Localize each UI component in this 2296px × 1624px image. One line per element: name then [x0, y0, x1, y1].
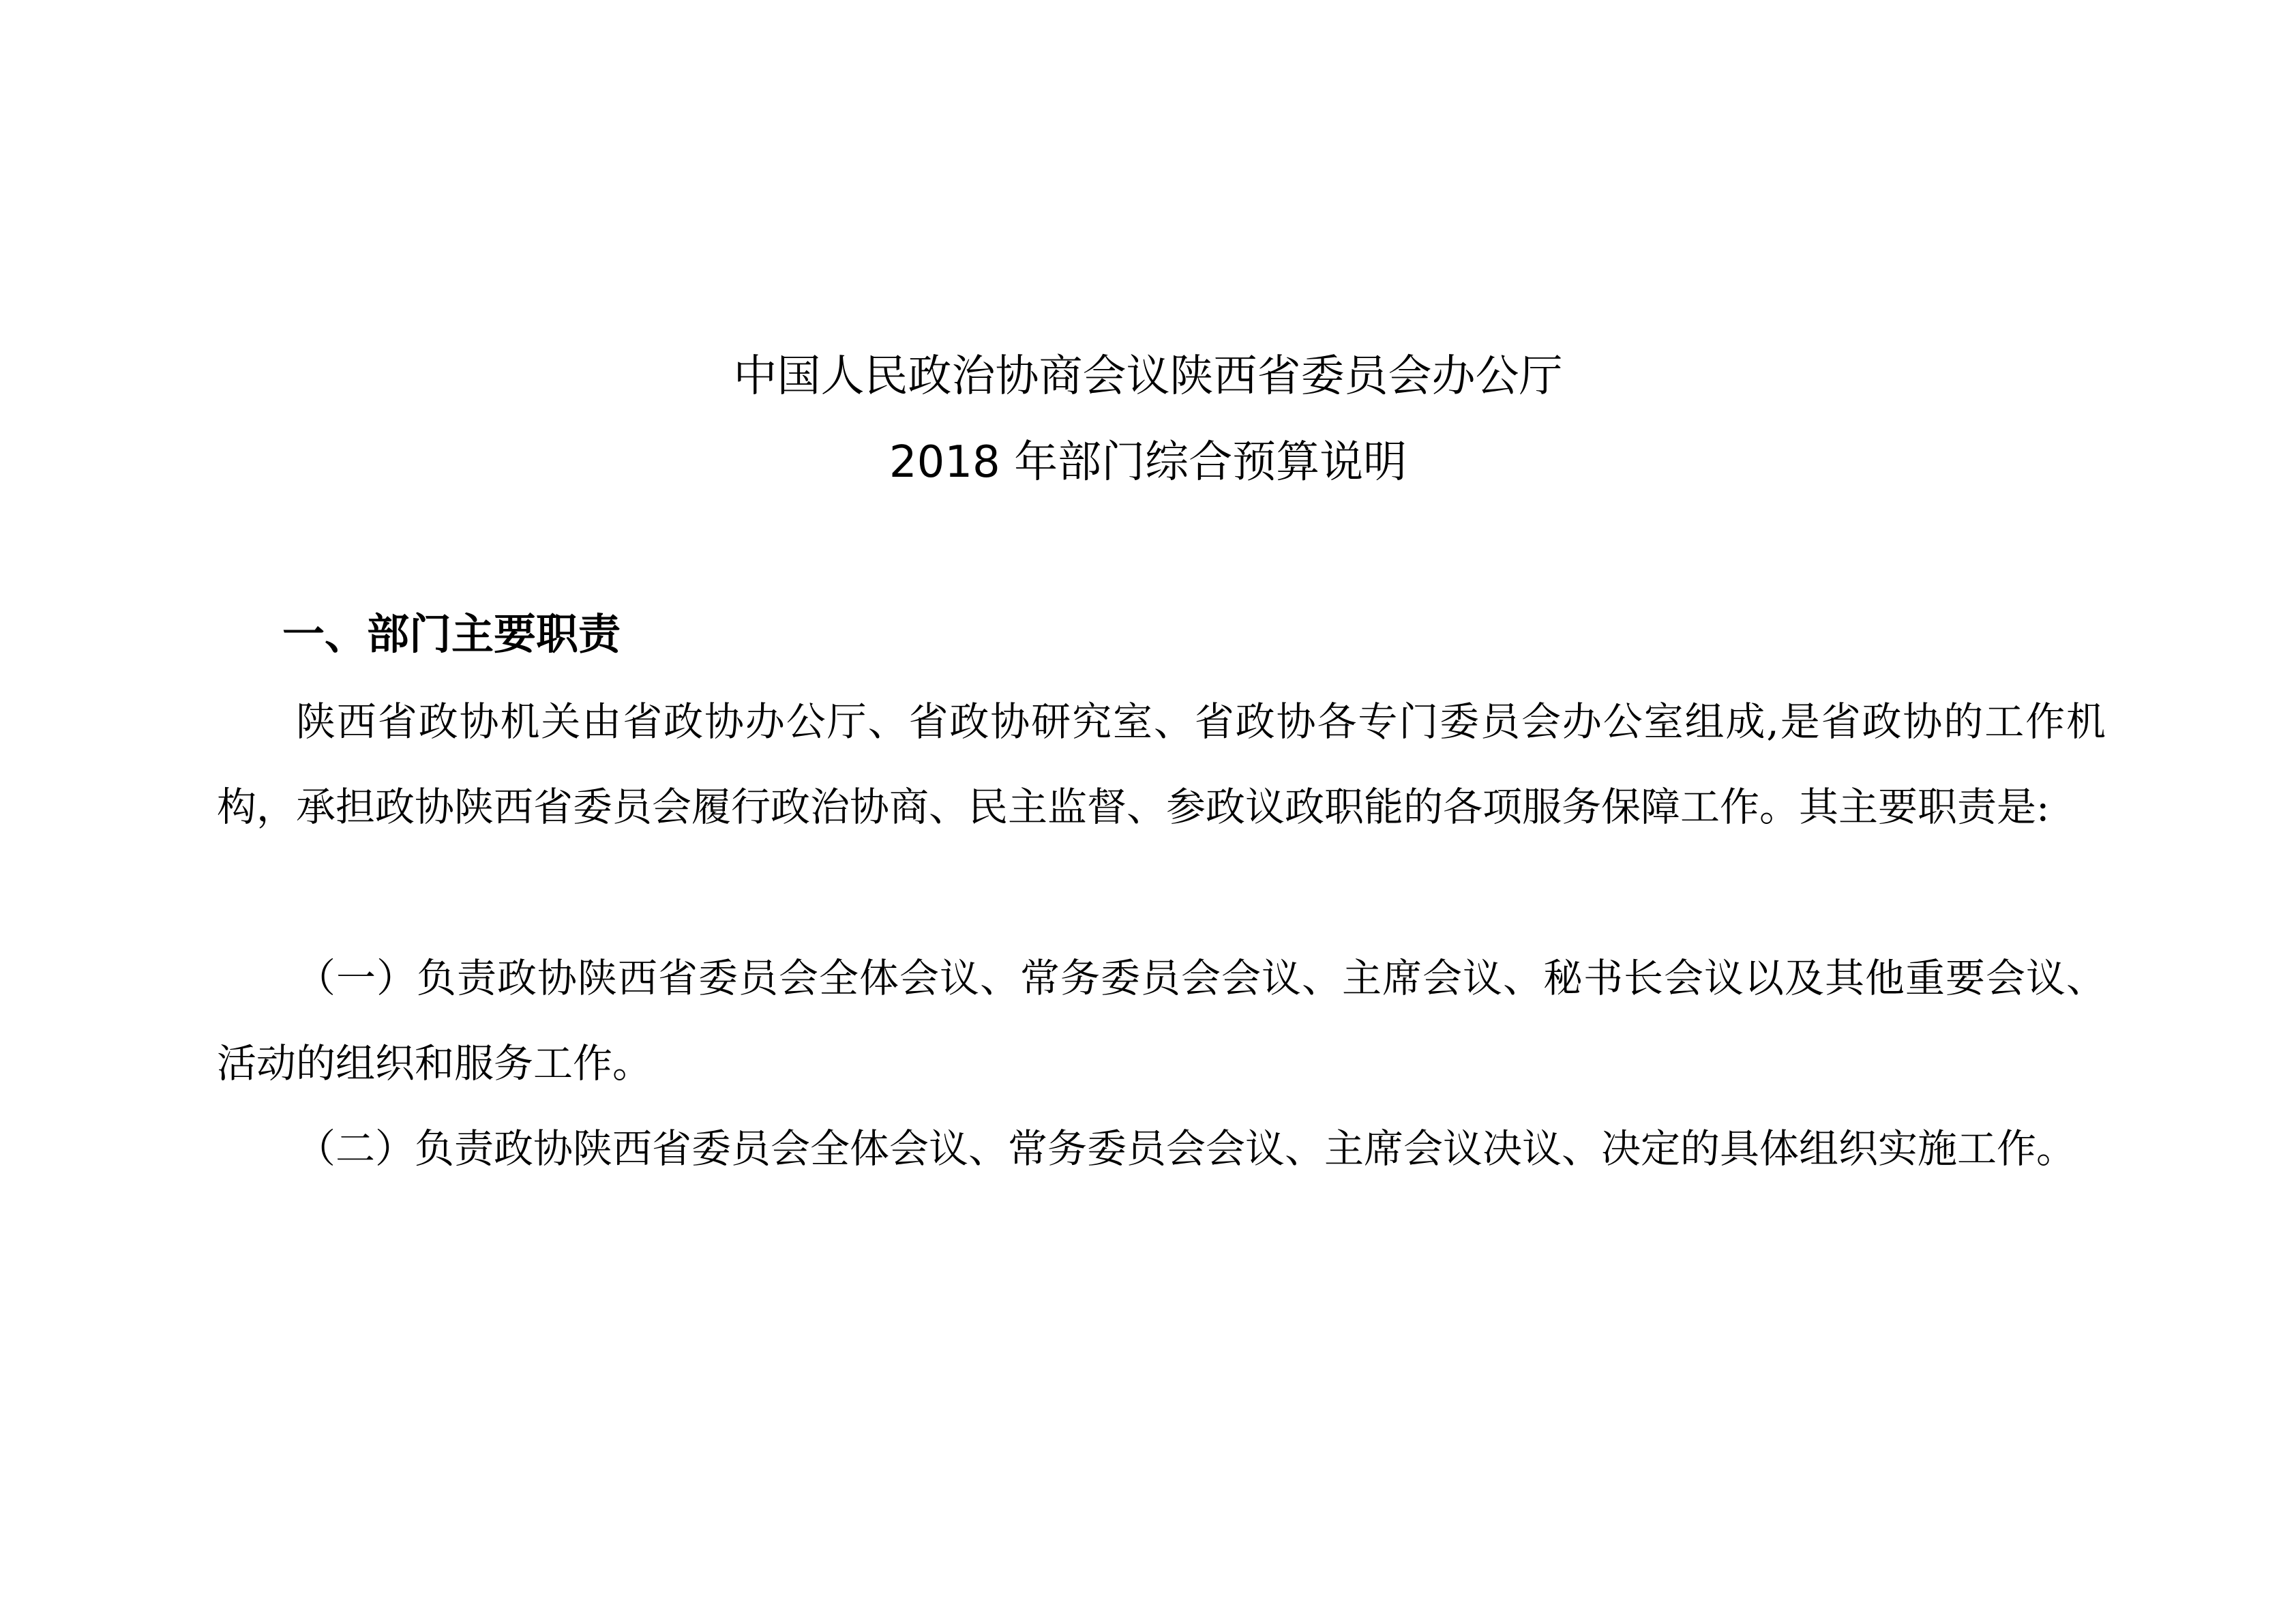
document-title-line-2: 2018 年部门综合预算说明 — [889, 437, 1407, 488]
document-title-line-1: 中国人民政治协商会议陕西省委员会办公厅 — [733, 351, 1563, 402]
paragraph-duty-2: （二）负责政协陕西省委员会全体会议、常务委员会会议、主席会议决议、决定的具体组织实施工作。 — [296, 1125, 2076, 1172]
paragraph-intro: 陕西省政协机关由省政协办公厅、省政协研究室、省政协各专门委员会办公室组成,是省政协的工作机构，承担政协陕西省委员会履行政治协商、民主监督、参政议政职能的各项服务保障工作。其主要职责是: — [217, 698, 2106, 830]
section-heading: 一、部门主要职责 — [282, 609, 621, 659]
paragraph-duty-1: （一）负责政协陕西省委员会全体会议、常务委员会会议、主席会议、秘书长会议以及其他重要会议、活动的组织和服务工作。 — [217, 955, 2106, 1087]
